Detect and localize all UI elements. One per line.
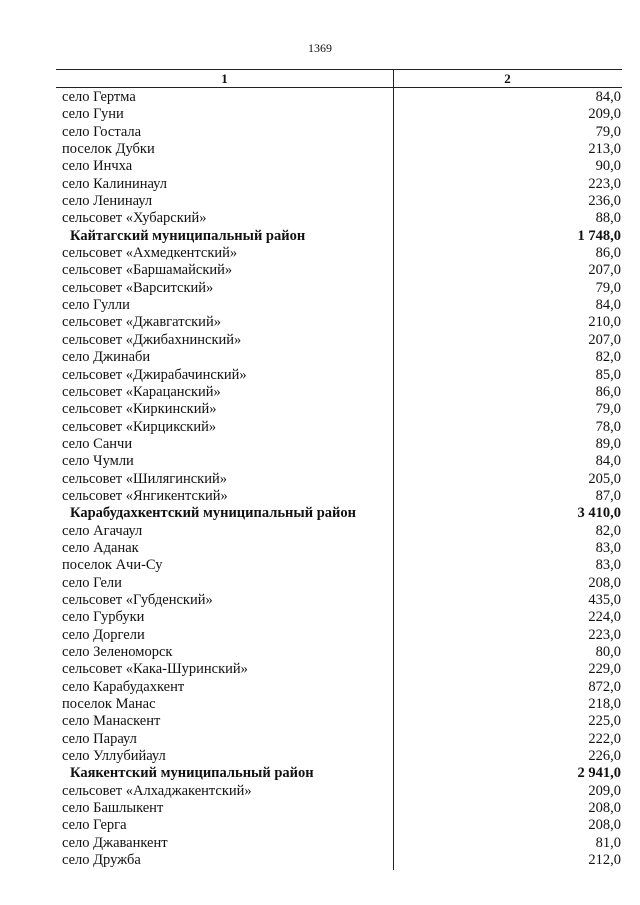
row-name: село Доргели bbox=[62, 626, 145, 643]
table-row bbox=[0, 748, 640, 765]
row-value: 86,0 bbox=[595, 245, 621, 262]
row-value: 82,0 bbox=[595, 522, 621, 539]
table-row bbox=[0, 592, 640, 609]
table-row bbox=[0, 384, 640, 401]
table-row bbox=[0, 436, 640, 453]
row-name: село Джинаби bbox=[62, 349, 151, 366]
row-value: 80,0 bbox=[595, 644, 621, 660]
row-name: поселок Дубки bbox=[62, 141, 155, 158]
table-row bbox=[0, 158, 640, 175]
table-body bbox=[0, 89, 640, 869]
table-row bbox=[0, 419, 640, 436]
row-name: сельсовет «Джирабачинский» bbox=[62, 366, 247, 383]
district-row bbox=[0, 505, 640, 522]
row-value: 79,0 bbox=[595, 279, 621, 296]
table-row bbox=[0, 89, 640, 106]
row-value: 218,0 bbox=[588, 696, 621, 713]
row-value: 84,0 bbox=[595, 297, 621, 314]
table-row bbox=[0, 523, 640, 540]
table-row bbox=[0, 193, 640, 210]
row-value: 83,0 bbox=[595, 557, 621, 574]
row-value: 84,0 bbox=[595, 89, 621, 105]
row-name: Каякентский муниципальный район bbox=[70, 765, 314, 782]
row-name: село Герга bbox=[62, 817, 127, 834]
column-header-2: 2 bbox=[504, 71, 511, 86]
row-value: 236,0 bbox=[588, 193, 621, 210]
district-row bbox=[0, 765, 640, 782]
row-value: 205,0 bbox=[588, 470, 621, 487]
page-number: 1369 bbox=[308, 41, 332, 55]
row-name: село Дружба bbox=[62, 852, 141, 869]
table-row bbox=[0, 210, 640, 227]
table-row bbox=[0, 679, 640, 696]
row-name: сельсовет «Джавгатский» bbox=[62, 314, 221, 331]
row-name: сельсовет «Губденский» bbox=[62, 591, 213, 608]
table-row bbox=[0, 488, 640, 505]
row-name: село Аданак bbox=[62, 539, 139, 556]
table-row bbox=[0, 783, 640, 800]
table-row bbox=[0, 176, 640, 193]
row-value: 87,0 bbox=[595, 487, 621, 504]
row-name: село Гулли bbox=[62, 297, 130, 314]
row-name: сельсовет «Кирцикский» bbox=[62, 418, 217, 435]
row-value: 435,0 bbox=[588, 591, 621, 608]
row-value: 83,0 bbox=[595, 539, 621, 556]
row-name: сельсовет «Карацанский» bbox=[62, 383, 221, 400]
row-name: Карабудахкентский муниципальный район bbox=[70, 505, 356, 522]
row-value: 207,0 bbox=[588, 331, 621, 348]
row-value: 223,0 bbox=[588, 626, 621, 643]
row-name: сельсовет «Алхаджакентский» bbox=[62, 782, 252, 799]
row-value: 79,0 bbox=[595, 401, 621, 418]
row-name: поселок Ачи-Су bbox=[62, 557, 163, 574]
row-value: 209,0 bbox=[588, 782, 621, 799]
row-name: Кайтагский муниципальный район bbox=[70, 227, 306, 244]
row-value: 209,0 bbox=[588, 106, 621, 123]
table-row bbox=[0, 262, 640, 279]
row-name: село Джаванкент bbox=[62, 834, 168, 851]
row-value: 224,0 bbox=[588, 609, 621, 626]
row-name: сельсовет «Баршамайский» bbox=[62, 262, 233, 279]
row-name: село Гели bbox=[62, 574, 122, 591]
row-name: поселок Манас bbox=[62, 696, 156, 713]
table-row bbox=[0, 731, 640, 748]
table-row bbox=[0, 644, 640, 661]
row-name: сельсовет «Шилягинский» bbox=[62, 470, 228, 487]
row-name: сельсовет «Ахмедкентский» bbox=[62, 245, 238, 262]
table-row bbox=[0, 540, 640, 557]
row-name: село Калининаул bbox=[62, 175, 168, 192]
table-row bbox=[0, 245, 640, 262]
row-value: 229,0 bbox=[588, 661, 621, 678]
table-row bbox=[0, 557, 640, 574]
table-row bbox=[0, 627, 640, 644]
row-name: село Санчи bbox=[62, 435, 133, 452]
row-name: сельсовет «Кака-Шуринский» bbox=[62, 661, 248, 678]
row-name: село Агачаул bbox=[62, 522, 143, 539]
table-row bbox=[0, 106, 640, 123]
row-value: 225,0 bbox=[588, 713, 621, 730]
table-row bbox=[0, 297, 640, 314]
table-row bbox=[0, 367, 640, 384]
row-name: сельсовет «Хубарский» bbox=[62, 210, 207, 227]
row-value: 79,0 bbox=[595, 123, 621, 140]
table-row bbox=[0, 800, 640, 817]
row-name: село Гуни bbox=[62, 106, 124, 123]
row-value: 210,0 bbox=[588, 314, 621, 331]
table-row bbox=[0, 141, 640, 158]
row-value: 85,0 bbox=[595, 366, 621, 383]
table-row bbox=[0, 332, 640, 349]
row-name: сельсовет «Варситский» bbox=[62, 279, 214, 296]
row-name: село Уллубийаул bbox=[62, 748, 166, 765]
table-row bbox=[0, 696, 640, 713]
row-value: 226,0 bbox=[588, 748, 621, 765]
row-name: село Гостала bbox=[62, 123, 142, 140]
row-value: 208,0 bbox=[588, 574, 621, 591]
table-row bbox=[0, 124, 640, 141]
row-name: село Башлыкент bbox=[62, 800, 164, 817]
row-name: село Гурбуки bbox=[62, 609, 145, 626]
row-value: 222,0 bbox=[588, 730, 621, 747]
row-value: 81,0 bbox=[595, 834, 621, 851]
row-name: сельсовет «Янгикентский» bbox=[62, 487, 228, 504]
table-row bbox=[0, 817, 640, 834]
table-row bbox=[0, 609, 640, 626]
row-name: село Гертма bbox=[62, 89, 136, 105]
row-value: 208,0 bbox=[588, 800, 621, 817]
district-row bbox=[0, 228, 640, 245]
row-value: 213,0 bbox=[588, 141, 621, 158]
row-value: 78,0 bbox=[595, 418, 621, 435]
table-row bbox=[0, 835, 640, 852]
row-value: 3 410,0 bbox=[577, 505, 621, 522]
row-value: 207,0 bbox=[588, 262, 621, 279]
table-row bbox=[0, 713, 640, 730]
row-name: село Чумли bbox=[62, 453, 134, 470]
table-row bbox=[0, 280, 640, 297]
row-value: 212,0 bbox=[588, 852, 621, 869]
table-row bbox=[0, 401, 640, 418]
row-name: сельсовет «Джибахнинский» bbox=[62, 331, 242, 348]
table-row bbox=[0, 314, 640, 331]
table-header-rule bbox=[56, 87, 622, 88]
row-value: 208,0 bbox=[588, 817, 621, 834]
row-name: село Зеленоморск bbox=[62, 644, 173, 660]
row-name: село Инчха bbox=[62, 158, 133, 175]
row-value: 872,0 bbox=[588, 678, 621, 695]
table-row bbox=[0, 852, 640, 869]
row-value: 90,0 bbox=[595, 158, 621, 175]
row-value: 89,0 bbox=[595, 435, 621, 452]
row-value: 1 748,0 bbox=[577, 227, 621, 244]
table-row bbox=[0, 453, 640, 470]
row-value: 84,0 bbox=[595, 453, 621, 470]
row-name: сельсовет «Киркинский» bbox=[62, 401, 217, 418]
table-header bbox=[56, 70, 622, 87]
table-row bbox=[0, 575, 640, 592]
row-name: село Карабудахкент bbox=[62, 678, 185, 695]
row-name: село Ленинаул bbox=[62, 193, 153, 210]
row-name: село Манаскент bbox=[62, 713, 161, 730]
table-row bbox=[0, 471, 640, 488]
table-row bbox=[0, 661, 640, 678]
row-value: 223,0 bbox=[588, 175, 621, 192]
row-value: 2 941,0 bbox=[577, 765, 621, 782]
row-value: 82,0 bbox=[595, 349, 621, 366]
table-row bbox=[0, 349, 640, 366]
row-name: село Параул bbox=[62, 730, 137, 747]
column-header-1: 1 bbox=[221, 71, 228, 86]
row-value: 86,0 bbox=[595, 383, 621, 400]
row-value: 88,0 bbox=[595, 210, 621, 227]
